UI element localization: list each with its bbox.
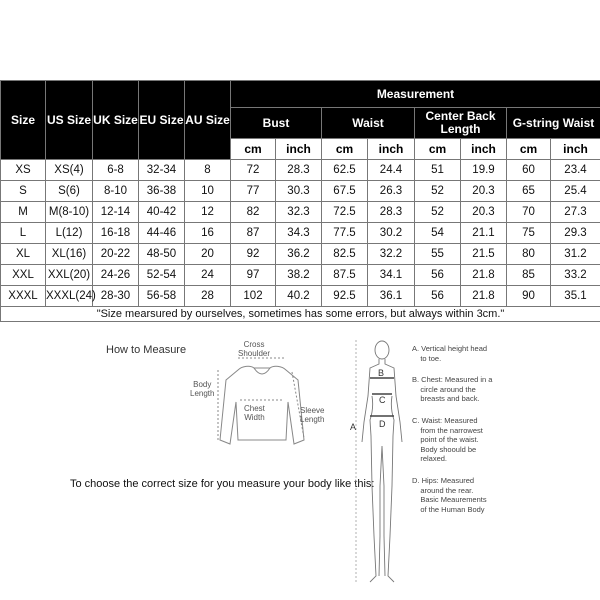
cell-eu: 52-54 (139, 265, 185, 286)
cell-au: 28 (185, 286, 231, 307)
cell-waist-in: 26.3 (368, 181, 415, 202)
cell-gw-cm: 75 (507, 223, 551, 244)
cell-cbl-cm: 55 (415, 244, 461, 265)
header-measurement: Measurement (231, 81, 600, 108)
cell-cbl-cm: 56 (415, 286, 461, 307)
cell-us: XL(16) (46, 244, 93, 265)
cell-uk: 12-14 (93, 202, 139, 223)
cell-waist-cm: 87.5 (322, 265, 368, 286)
cell-uk: 6-8 (93, 160, 139, 181)
cell-us: XXXL(24) (46, 286, 93, 307)
cross-shoulder-label: Cross Shoulder (238, 340, 271, 358)
header-center-back-length: Center Back Length (415, 108, 507, 139)
cell-size: XXL (1, 265, 46, 286)
table-row (1, 286, 600, 307)
cell-au: 20 (185, 244, 231, 265)
cell-waist-in: 30.2 (368, 223, 415, 244)
cell-waist-cm: 72.5 (322, 202, 368, 223)
cell-bust-in: 30.3 (276, 181, 322, 202)
cell-eu: 32-34 (139, 160, 185, 181)
header-size: Size (1, 81, 46, 160)
cell-size: XL (1, 244, 46, 265)
cell-cbl-cm: 52 (415, 181, 461, 202)
cell-gw-in: 23.4 (551, 160, 600, 181)
cell-bust-in: 38.2 (276, 265, 322, 286)
cell-uk: 16-18 (93, 223, 139, 244)
cell-uk: 20-22 (93, 244, 139, 265)
shirt-neckline (254, 368, 270, 374)
cell-au: 16 (185, 223, 231, 244)
cell-us: S(6) (46, 181, 93, 202)
marker-c: C (379, 395, 386, 405)
body-figure (350, 336, 410, 588)
cell-eu: 36-38 (139, 181, 185, 202)
cell-size: S (1, 181, 46, 202)
size-note: "Size mearsured by ourselves, sometimes has some errors, but always within 3cm." (1, 307, 600, 322)
cell-waist-cm: 77.5 (322, 223, 368, 244)
cell-bust-in: 34.3 (276, 223, 322, 244)
unit-cm: cm (415, 139, 461, 160)
cell-cbl-in: 21.8 (461, 286, 507, 307)
cell-waist-cm: 82.5 (322, 244, 368, 265)
measure-instruction: To choose the correct size for you measure your body like this: (70, 478, 375, 490)
chest-width-label: Chest Width (244, 404, 265, 422)
header-waist: Waist (322, 108, 415, 139)
size-rows (1, 160, 600, 307)
cell-size: M (1, 202, 46, 223)
legend-a: A. Vertical height head to toe. (412, 344, 488, 363)
how-to-measure-section (0, 330, 600, 600)
cell-waist-cm: 62.5 (322, 160, 368, 181)
cell-cbl-in: 20.3 (461, 181, 507, 202)
table-row (1, 244, 600, 265)
unit-cm: cm (507, 139, 551, 160)
cell-waist-in: 28.3 (368, 202, 415, 223)
size-chart-table (0, 80, 600, 322)
header-uk-size: UK Size (93, 81, 139, 160)
cell-gw-in: 25.4 (551, 181, 600, 202)
cell-bust-cm: 102 (231, 286, 276, 307)
marker-b: B (378, 368, 385, 378)
cell-gw-in: 33.2 (551, 265, 600, 286)
cell-cbl-in: 21.1 (461, 223, 507, 244)
head (375, 341, 389, 359)
cell-uk: 24-26 (93, 265, 139, 286)
cell-cbl-cm: 51 (415, 160, 461, 181)
unit-cm: cm (231, 139, 276, 160)
header-us-size: US Size (46, 81, 93, 160)
cell-au: 12 (185, 202, 231, 223)
body-length-label: Body Length (190, 380, 215, 398)
unit-inch: inch (461, 139, 507, 160)
cell-gw-in: 31.2 (551, 244, 600, 265)
cell-waist-in: 32.2 (368, 244, 415, 265)
cell-cbl-in: 20.3 (461, 202, 507, 223)
cell-eu: 48-50 (139, 244, 185, 265)
unit-inch: inch (368, 139, 415, 160)
cell-eu: 44-46 (139, 223, 185, 244)
cell-bust-in: 32.3 (276, 202, 322, 223)
cell-au: 10 (185, 181, 231, 202)
cell-cbl-in: 21.8 (461, 265, 507, 286)
header-eu-size: EU Size (139, 81, 185, 160)
marker-d: D (379, 419, 386, 429)
unit-inch: inch (276, 139, 322, 160)
cell-eu: 56-58 (139, 286, 185, 307)
cell-gw-cm: 80 (507, 244, 551, 265)
table-row (1, 160, 600, 181)
cell-us: M(8-10) (46, 202, 93, 223)
cell-uk: 8-10 (93, 181, 139, 202)
header-gstring-waist: G-string Waist (507, 108, 600, 139)
shirt-diagram (180, 340, 340, 460)
cell-bust-in: 36.2 (276, 244, 322, 265)
cell-bust-cm: 87 (231, 223, 276, 244)
cell-bust-cm: 72 (231, 160, 276, 181)
unit-cm: cm (322, 139, 368, 160)
cell-gw-in: 29.3 (551, 223, 600, 244)
marker-a: A (350, 422, 357, 432)
cell-waist-in: 34.1 (368, 265, 415, 286)
legend-b: B. Chest: Measured in a circle around the breasts and back. (412, 375, 493, 403)
cell-us: L(12) (46, 223, 93, 244)
cell-waist-in: 36.1 (368, 286, 415, 307)
cell-cbl-cm: 54 (415, 223, 461, 244)
sleeve-length-label: Sleeve Length (300, 406, 325, 424)
cell-au: 24 (185, 265, 231, 286)
header-bust: Bust (231, 108, 322, 139)
cell-bust-in: 40.2 (276, 286, 322, 307)
table-row (1, 202, 600, 223)
header-au-size: AU Size (185, 81, 231, 160)
cell-gw-in: 27.3 (551, 202, 600, 223)
cell-bust-cm: 92 (231, 244, 276, 265)
cell-waist-in: 24.4 (368, 160, 415, 181)
cell-gw-cm: 60 (507, 160, 551, 181)
cell-gw-cm: 90 (507, 286, 551, 307)
cell-bust-cm: 82 (231, 202, 276, 223)
cell-gw-cm: 70 (507, 202, 551, 223)
how-to-measure-title: How to Measure (106, 344, 187, 356)
cell-eu: 40-42 (139, 202, 185, 223)
cell-bust-cm: 77 (231, 181, 276, 202)
cell-bust-cm: 97 (231, 265, 276, 286)
table-row (1, 223, 600, 244)
cell-size: XXXL (1, 286, 46, 307)
cell-au: 8 (185, 160, 231, 181)
cell-size: XS (1, 160, 46, 181)
cell-size: L (1, 223, 46, 244)
legend-d: D. Hips: Measured around the rear. Basic Meaurements of the Human Body (412, 476, 487, 514)
cell-cbl-cm: 52 (415, 202, 461, 223)
cell-cbl-cm: 56 (415, 265, 461, 286)
cell-us: XXL(20) (46, 265, 93, 286)
cell-cbl-in: 21.5 (461, 244, 507, 265)
legs (370, 436, 394, 582)
cell-us: XS(4) (46, 160, 93, 181)
cell-gw-in: 35.1 (551, 286, 600, 307)
table-row (1, 181, 600, 202)
cell-waist-cm: 67.5 (322, 181, 368, 202)
cell-cbl-in: 19.9 (461, 160, 507, 181)
cell-waist-cm: 92.5 (322, 286, 368, 307)
cell-uk: 28-30 (93, 286, 139, 307)
legend-c: C. Waist: Measured from the narrowest point of the waist. Body shoould be relaxed. (412, 416, 483, 463)
cell-gw-cm: 65 (507, 181, 551, 202)
cell-gw-cm: 85 (507, 265, 551, 286)
cell-bust-in: 28.3 (276, 160, 322, 181)
unit-inch: inch (551, 139, 600, 160)
table-row (1, 265, 600, 286)
